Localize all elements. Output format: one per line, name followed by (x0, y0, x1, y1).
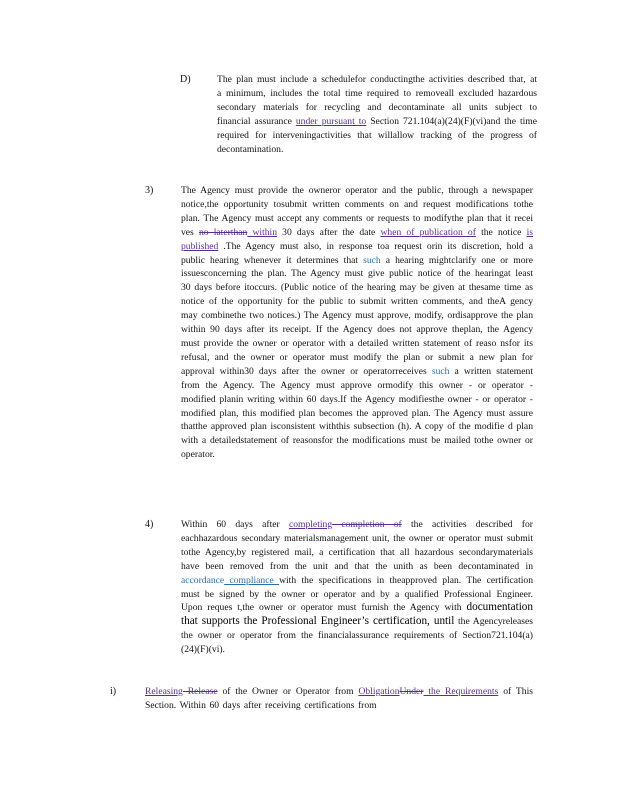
text-run: a written statement from the Agency. The Agency must approve ormodify this owner - or operator -modified planin writing within 60 days.If the Agency modifiesthe owner - or operator -modified plan, this modified plan becomes the approved plan. The Agency must assure thatthe approved plan isconsistent withthis subsection (h). A copy of the modifie d plan with a detailedstatement of reasonsfor the modifications must be mailed tothe owner or operator. (181, 365, 533, 461)
text-run: of the Owner or Operator from (217, 686, 359, 697)
text-run: no laterthan (198, 226, 248, 238)
text-run: Within 60 days after (181, 519, 289, 530)
text-run: such (363, 254, 381, 266)
text-run: accordance (181, 574, 225, 586)
text-run: the notice (475, 226, 527, 238)
text-run: The Agency must provide the owneror operator and the public, through a newspaper notice,the opportunity tosubmit written comments on and request modifications tothe plan. The Agency must accept any comments or requests to modifythe plan that it recei ves (181, 185, 533, 238)
text-run: Section 721.104(a)(24)(F)(vi)and the time required for interveningactivities that willallow tracking of the progress of decontamination. (217, 115, 538, 155)
text-run: when of publication of (380, 226, 476, 238)
text-run: Release (182, 686, 218, 697)
text-run: with the specifications in theapproved plan. The certification must be signed by the owner or operator and by a qualified Professional Engineer. Upon reques t,the owner or operator must furnish the Agency with (181, 574, 533, 614)
text-run: of This Section. Within 60 days after receiving certifications from (145, 686, 533, 711)
text-run: .The Agency must also, in response toa request orin its discretion, hold a public hearing whenever it determines that (181, 240, 533, 266)
item-label-i: i) (110, 686, 117, 697)
item-label-3: 3) (145, 185, 154, 196)
text-run: The plan must include a schedulefor conductingthe activities described that, at a minimum, includes the total time required to removeall excluded hazardous secondary materials for recycling and decontaminate all units subject to financial assurance (217, 74, 537, 127)
text-run: the activities described for eachhazardous secondary materialsmanagement unit, the owner or operator must submit tothe Agency,by registered mail, a certification that all hazardous secondarymaterials have been removed from the unit and that the unith as been decontaminated in (181, 519, 533, 572)
text-run: within (247, 226, 277, 238)
paragraph-4 (181, 518, 533, 657)
item-label-d: D) (180, 74, 191, 85)
paragraph-3 (181, 184, 533, 462)
text-run: the Agencyreleases the owner or operator from the financialassurance requirements of Section721.104(a)(24)(F)(vi). (181, 616, 533, 656)
text-run: 30 days after the date (277, 226, 381, 238)
text-run: a hearing mightclarify one or more issuesconcerning the plan. The Agency must give public notice of the hearingat least 30 days before itoccurs. (Public notice of the hearing may be given at thesame time as notice of the opportunity for the public to submit written comments, and theA gency may combinethe two notices.) The Agency must approve, modify, ordisapprove the plan within 90 days after its receipt. If the Agency does not approve theplan, the Agency must provide the owner or operator with a detailed written statement of reaso nsfor its refusal, and the owner or operator must modify the plan or submit a new plan for approval within30 days after the owner or operatorreceives (181, 254, 533, 377)
text-run: is published (181, 226, 533, 252)
item-label-4: 4) (145, 519, 154, 530)
paragraph-i (145, 685, 533, 713)
text-run: Under (399, 686, 424, 697)
text-run: the Requirements (423, 686, 499, 697)
text-run: under pursuant to (295, 115, 367, 127)
text-run: documentation that supports the Professional Engineer’s certification, until (181, 601, 533, 628)
text-run: Releasing (145, 686, 183, 697)
text-run: completion of (332, 519, 402, 530)
text-run: such (431, 365, 450, 377)
text-run: Obligation (358, 686, 400, 697)
text-run: compliance (224, 574, 280, 586)
paragraph-d (217, 73, 537, 156)
text-run: completing (288, 519, 333, 530)
